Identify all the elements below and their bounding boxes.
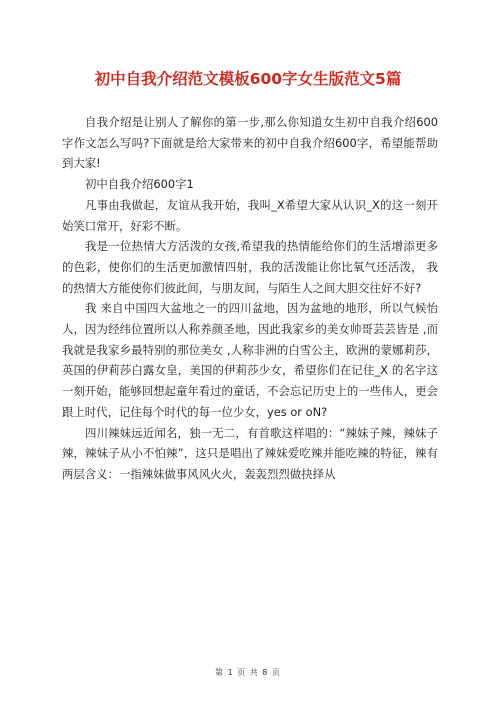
intro-paragraph: 自我介绍是让别人了解你的第一步,那么你知道女生初中自我介绍600字作文怎么写吗?下面就是给大家带来的初中自我介绍600字，希望能帮助到大家! bbox=[62, 115, 438, 171]
section-heading: 初中自我介绍600字1 bbox=[85, 177, 194, 192]
document-body bbox=[62, 112, 438, 485]
page-title: 初中自我介绍范文模板600字女生版范文5篇 bbox=[94, 70, 402, 88]
page-footer: 第 1 页 共 8 页 bbox=[215, 668, 281, 677]
body-paragraph: 凡事由我做起，友谊从我开始，我叫_X希望大家从认识_X的这一刻开始笑口常开，好彩不断。 bbox=[62, 197, 438, 233]
body-paragraph: 四川辣妹远近闻名，独一无二，有首歌这样唱的：“辣妹子辣，辣妹子辣，辣妹子从小不怕辣”，这只是唱出了辣妹爱吃辣并能吃辣的特征，辣有两层含义：一指辣妹做事风风火火，轰轰烈烈做抉择从 bbox=[62, 425, 438, 481]
body-paragraph: 我是一位热情大方活泼的女孩,希望我的热情能给你们的生活增添更多的色彩，使你们的生活更加激情四射，我的活泼能让你比氧气还活泼， 我的热情大方能使你们彼此间，与朋友间，与陌生人之间大胆交往好不好? bbox=[62, 239, 438, 295]
body-paragraph: 我 来自中国四大盆地之一的四川盆地，因为盆地的地形，所以气候怡人，因为经纬位置所以人称养颜圣地，因此我家乡的美女帅哥芸芸皆是 ,而我就是我家乡最特别的那位美女 ,人称非洲的白雪公主，欧洲的蒙娜莉莎，英国的伊莉莎白露女皇，美国的伊莉莎少女，希望你们在记住_X 的名字这一刻开始，能够回想起童年看过的童话，不会忘记历史上的一些伟人，更会跟上时代，记住每个时代的每一位少女，yes or oN? bbox=[62, 301, 438, 419]
